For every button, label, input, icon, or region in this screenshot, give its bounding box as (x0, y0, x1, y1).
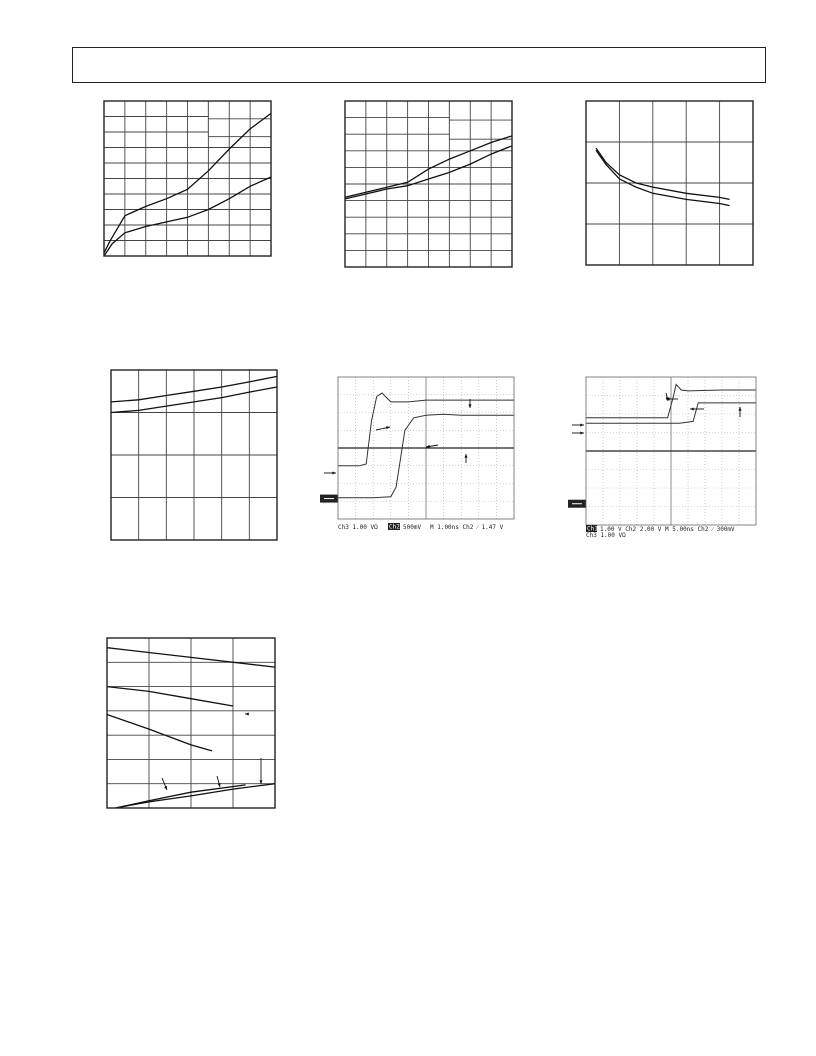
annotation-arrow (217, 776, 221, 787)
annotation-arrow (376, 426, 390, 430)
scope-footer-line1: 1.00 V Ch2 2.00 V M 5.00ns Ch2 ⁄ 300mV (600, 526, 735, 533)
scope-footer-box-text: Ch1 (587, 525, 598, 533)
chart-f-scope (586, 377, 756, 537)
series-line-2 (107, 687, 233, 706)
scope-footer-box-text: Ch2 (389, 523, 400, 531)
scope-footer-mid: 500mV (403, 524, 422, 531)
gridlines (586, 101, 753, 265)
series-line-3 (107, 715, 212, 751)
chart-a (104, 101, 271, 267)
series-line-2 (596, 150, 730, 205)
chart-g (107, 638, 275, 808)
annotation-arrow (259, 758, 262, 784)
chart-c (586, 101, 753, 265)
annotation-arrow (572, 431, 584, 434)
annotation-arrow (666, 393, 669, 401)
annotation-arrow (245, 712, 249, 715)
chart-e-scope (338, 377, 514, 537)
scope-footer-line2: Ch3 1.00 VΩ (586, 532, 626, 539)
series-line-1 (596, 148, 730, 199)
chart-d (111, 370, 277, 540)
annotation-arrow (572, 423, 584, 426)
series-line-5 (115, 784, 275, 808)
annotation-arrow (738, 407, 741, 417)
annotation-arrow (324, 471, 336, 474)
page-header-box (72, 47, 766, 83)
scope-footer-left: Ch3 1.00 VΩ (338, 524, 378, 531)
scope-footer-right: M 1.00ns Ch2 ⁄ 1.47 V (430, 524, 504, 531)
annotation-arrow (464, 454, 467, 463)
gridlines (111, 370, 277, 540)
chart-b (345, 101, 512, 267)
